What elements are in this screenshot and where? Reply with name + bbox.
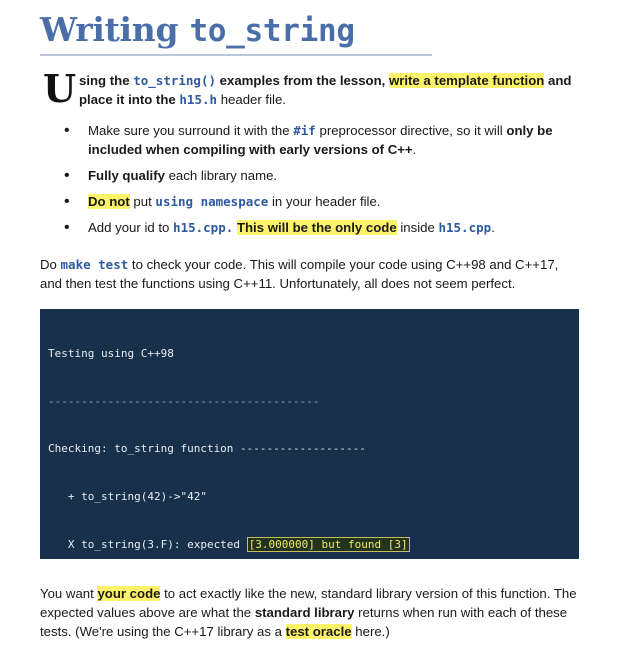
make-test-paragraph — [40, 255, 580, 293]
para-text: returns when run with each of these tests. (We're using the C++17 library as a — [40, 605, 568, 639]
para-text: Do — [40, 257, 61, 272]
bullet-text: Add your id to — [88, 220, 174, 235]
bullet-text: preprocessor directive, so it will — [315, 123, 507, 138]
para-code: make test — [60, 257, 129, 272]
drop-cap: U — [43, 66, 77, 111]
bullet-text: each library name. — [164, 168, 278, 183]
para-text: You want — [40, 586, 98, 601]
bullet-text: put — [129, 194, 156, 209]
bullet-text: . — [412, 142, 417, 157]
requirements-list — [64, 121, 584, 244]
terminal-checking: Checking: to_string function ------------------- — [48, 442, 366, 456]
bullet-text: in your header file. — [268, 194, 381, 209]
bullet-bold: Fully qualify — [88, 168, 165, 183]
bullet-highlight: This will be the only code — [236, 220, 397, 235]
intro-text-4: header file. — [217, 92, 286, 107]
title-code: to_string — [189, 13, 355, 49]
bullet-code: h15.cpp. — [173, 220, 234, 235]
terminal-header: Testing using C++98 — [48, 346, 174, 360]
list-item — [64, 166, 584, 185]
para-bold: standard library — [254, 605, 355, 620]
para-highlight: your code — [97, 586, 161, 601]
intro-code-2: h15.h — [179, 92, 218, 107]
intro-paragraph — [79, 71, 589, 109]
intro-text-2: examples from the lesson, — [216, 73, 389, 88]
para-text: to check your code. This will compile your code using C++98 and C++17, and then test the functions using C++11. Unfortunately, all does not seem perfect. — [40, 257, 559, 291]
intro-text-3: and place it into the — [79, 73, 572, 107]
para-text: here.) — [351, 624, 390, 639]
page-title — [40, 10, 355, 49]
test-line-failed: X to_string(3.F): expected [3.000000] but found [3] — [48, 537, 408, 551]
bullet-code: using namespace — [155, 194, 269, 209]
para-highlight: test oracle — [285, 624, 352, 639]
bullet-text: . — [491, 220, 495, 235]
intro-code-1: to_string() — [133, 73, 217, 88]
bullet-text: Make sure you surround it with the — [88, 123, 294, 138]
list-item — [64, 192, 584, 211]
list-item — [64, 218, 584, 237]
title-underline — [40, 54, 432, 56]
para-text: to act exactly like the new, standard library version of this function. The expected values above are what the — [40, 586, 577, 620]
bullet-text: inside — [396, 220, 439, 235]
list-item — [64, 121, 584, 159]
bullet-bold: only be included when compiling with early versions of C++ — [88, 123, 553, 157]
bullet-code: #if — [293, 123, 316, 138]
oracle-paragraph — [40, 584, 580, 641]
title-prefix: Writing — [40, 10, 190, 49]
terminal-output — [40, 309, 579, 559]
bullet-highlight: Do not — [88, 194, 130, 209]
bullet-code: h15.cpp — [438, 220, 492, 235]
failure-detail: [3.000000] but found [3] — [248, 537, 408, 551]
test-line: + to_string(42)->"42" — [48, 489, 207, 503]
intro-text-1: sing the — [79, 73, 134, 88]
terminal-rule: ----------------------------------------- — [48, 394, 320, 408]
intro-highlight: write a template function — [388, 73, 545, 88]
